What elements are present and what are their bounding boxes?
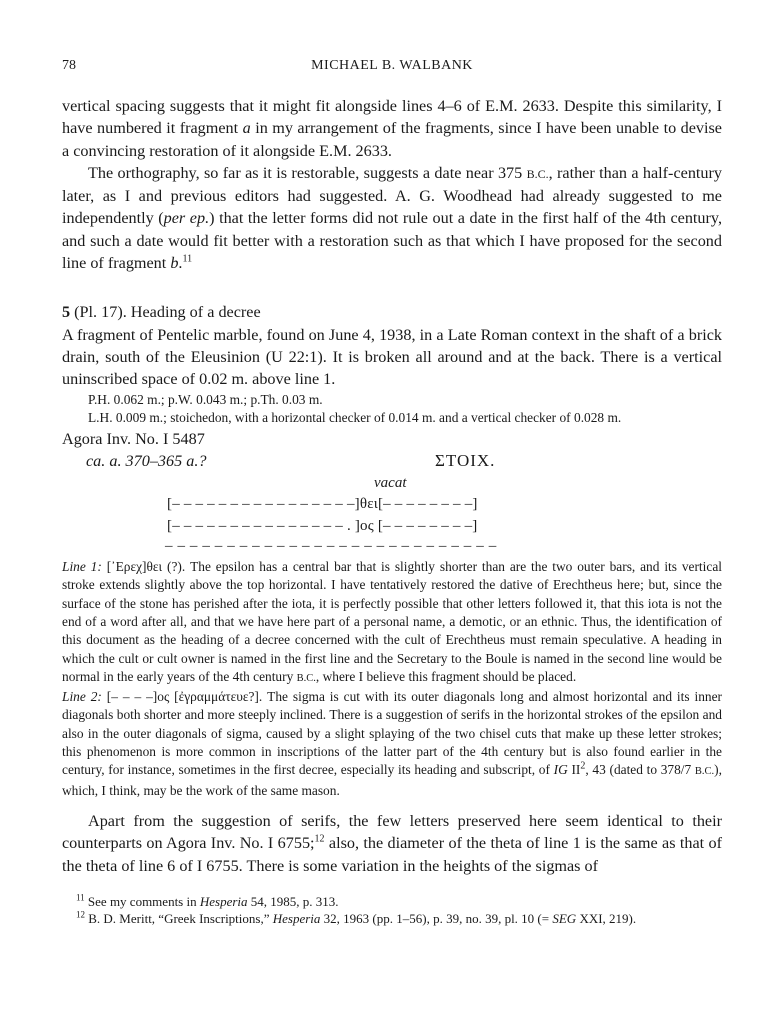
dimensions: P.H. 0.062 m.; p.W. 0.043 m.; p.Th. 0.03 m.: [88, 391, 323, 407]
lemma: [– – – –]ος [ἐγραμμάτευε?].: [101, 689, 268, 705]
text-run: vertical spacing suggests that it might fit alongside lines 4–6 of E.M. 2633. Despite this similarity, I have numbered it fragment: [62, 97, 722, 138]
text-run: B. D. Meritt, “Greek Inscriptions,”: [85, 911, 273, 926]
era-abbrev: B.C.: [296, 672, 316, 684]
text-run: The epsilon has a central bar that is slightly shorter than are the two outer bars, and its vertical stroke extends slightly above the top horizontal. I have tentatively restored the dative of Erechtheus here; but, since the surface of the stone has perished after the iota, it is perfectly possible that other letters followed it, that this iota is not the end of a word after all, and that we have here part of a personal name, a demotic, or an ethnic. Thus, the identification of this document as the heading of a decree concerned with the cult of Erechtheus must remain speculative. A heading in which the cult or cult owner is named in the first line and the Secretary to the Boule is named in the second line would be normal in the early years of the 4th century: [62, 559, 722, 684]
text-run: ), which, I think, may be the work of the same mason.: [62, 762, 722, 798]
commentary: [62, 558, 722, 800]
entry-measurements: [62, 391, 722, 428]
letter-height: L.H. 0.009 m.; stoichedon, with a horizontal checker of 0.014 m. and a vertical checker of 0.028 m.: [88, 410, 622, 426]
fragment-letter: b: [170, 254, 179, 273]
journal-title: Hesperia: [199, 894, 248, 909]
paragraph-continuation: [62, 95, 722, 162]
footnote-11: [62, 893, 722, 910]
text-run: , 43 (dated to 378/7: [585, 762, 695, 778]
inscription-line-1: [– – – – – – – – – – – – – – – –]θει[– – – – – – – –]: [167, 496, 478, 513]
corpus-abbrev: SEG: [552, 911, 577, 926]
fragment-letter: a: [242, 119, 251, 138]
stoix-label: ΣTOIX.: [435, 451, 496, 471]
text-run: The orthography, so far as it is restorable, suggests a date near 375: [88, 163, 527, 182]
entry-number: 5: [62, 303, 71, 322]
date-stoix-row: [62, 450, 722, 472]
commentary-line-1: [62, 558, 722, 688]
text-run: in my arrangement of the fragments, since I have been unable to devise a convincing restoration of it alongside E.M. 2633.: [62, 119, 722, 160]
section-gap: [62, 274, 722, 301]
entry-date: ca. a. 370–365 a.?: [86, 452, 207, 471]
paragraph-orthography: [62, 162, 722, 274]
footnote-number: 11: [76, 892, 85, 903]
footnotes: [62, 893, 722, 927]
text-run: , rather than a half-century later, as I and previous editors had suggested. A. G. Woodhead had already suggested to me independently (: [62, 163, 722, 228]
text-run: Apart from the suggestion of serifs, the few letters preserved here seem identical to their counterparts on Agora Inv. No. I 6755;: [62, 811, 722, 853]
text-run: , where I believe this fragment should be placed.: [315, 668, 577, 684]
commentary-line-2: [62, 688, 722, 800]
entry-heading: [62, 301, 722, 323]
journal-title: Hesperia: [272, 911, 321, 926]
inscription-line-3: – – – – – – – – – – – – – – – – – – – – – – – – – – –: [165, 538, 497, 555]
lemma: [᾿Ερεχ]θει (?).: [101, 559, 191, 575]
corpus-abbrev: IG: [553, 762, 568, 778]
text-run: II: [567, 762, 581, 778]
edition-superscript: 2: [580, 760, 586, 772]
commentary-label: Line 1:: [62, 559, 102, 575]
text-run: See my comments in: [84, 894, 200, 909]
page-number: 78: [62, 58, 76, 73]
commentary-label: Line 2:: [62, 689, 102, 705]
era-abbrev: B.C.: [694, 766, 715, 778]
era-abbrev: B.C.: [526, 166, 549, 181]
text-run: XXI, 219).: [576, 911, 637, 926]
inscription-line-2: [– – – – – – – – – – – – – – – . ]ος [– – – – – – – –]: [167, 518, 478, 535]
footnote-ref[interactable]: 11: [182, 253, 193, 265]
entry-title: (Pl. 17). Heading of a decree: [70, 303, 261, 322]
footnote-12: [62, 910, 722, 927]
vacat-label: vacat: [374, 475, 407, 492]
text-run: .: [178, 254, 183, 273]
inventory-number: Agora Inv. No. I 5487: [62, 429, 205, 448]
paragraph-comparison: [62, 810, 722, 877]
text-run: The sigma is cut with its outer diagonals long and almost horizontal and its inner diagonals both shorter and more steeply inclined. There is a suggestion of serifs in the horizontal strokes of the epsilon and also in the outer diagonals of sigma, caused by a slight splaying of the two chisel cuts that make up these letter strokes; this phenomenon is more common in inscriptions of the latter part of the 4th century but is also found earlier in the century, for instance, sometimes in the first decree, especially its heading and subscript, of: [62, 689, 723, 778]
entry-description: A fragment of Pentelic marble, found on June 4, 1938, in a Late Roman context in the shaft of a brick drain, south of the Eleusinion (U 22:1). It is broken all around and at the back. There is a vertical uninscribed space of 0.02 m. above line 1.: [62, 325, 722, 389]
text-run: 32, 1963 (pp. 1–56), p. 39, no. 39, pl. 10 (=: [320, 911, 553, 926]
main-text: [62, 95, 722, 877]
footnote-ref[interactable]: 12: [314, 833, 325, 845]
running-header: [62, 58, 722, 78]
text-run: 54, 1985, p. 313.: [247, 894, 339, 909]
text-run: also, the diameter of the theta of line 1 is the same as that of the theta of line 6 of I 6755. There is some variation in the heights of the sigmas of: [62, 834, 723, 875]
footnote-number: 12: [76, 909, 85, 920]
italic-phrase: per ep.: [163, 209, 210, 228]
running-head-author: MICHAEL B. WALBANK: [311, 58, 473, 73]
text-run: ) that the letter forms did not rule out a date in the first half of the 4th century, and such a date would fit better with a restoration such as that which I have proposed for the second line of fragment: [62, 209, 723, 273]
inscription-text: [62, 472, 722, 556]
